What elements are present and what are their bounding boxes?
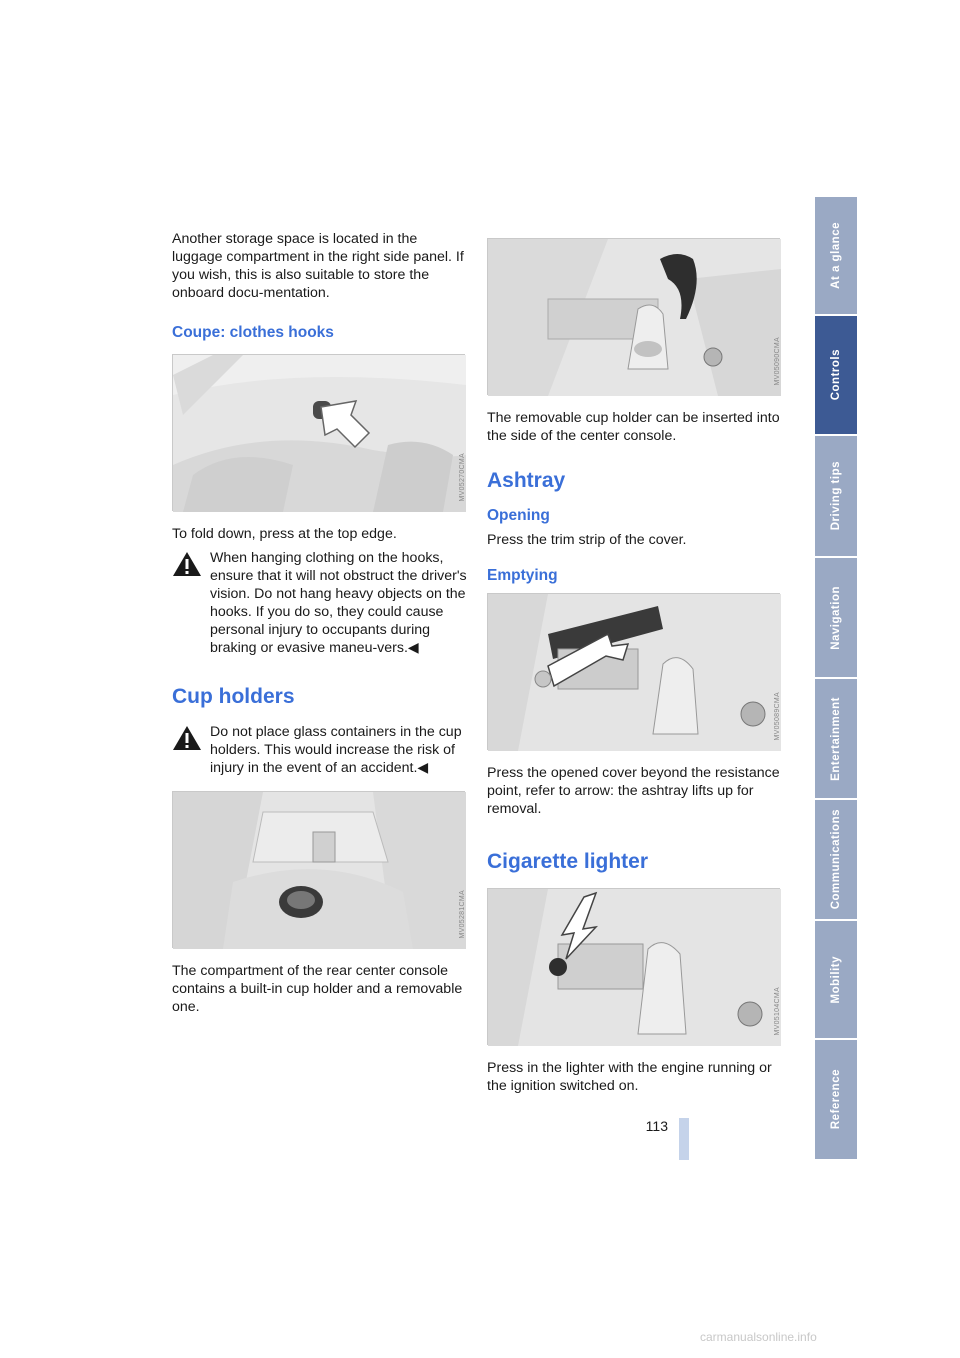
coupe-heading: Coupe: clothes hooks <box>172 324 334 341</box>
tab-label: Entertainment <box>830 696 842 781</box>
warning-cup-text: Do not place glass containers in the cup holders. This would increase the risk of injury in the event of an accident.◀ <box>210 724 462 776</box>
tab-mobility[interactable] <box>815 921 857 1040</box>
tab-label: Driving tips <box>830 461 842 531</box>
opening-paragraph: Press the trim strip of the cover. <box>487 532 687 548</box>
warning-triangle-icon <box>172 551 202 577</box>
page-marker-bar <box>679 1118 689 1160</box>
clothes-hook-figure <box>172 354 465 511</box>
warning-hooks <box>172 549 467 657</box>
clothes-hook-illustration <box>173 355 466 512</box>
opening-heading: Opening <box>487 507 550 524</box>
emptying-heading: Emptying <box>487 567 558 584</box>
chapter-tabs <box>815 197 857 1161</box>
removable-cup-holder-illustration <box>488 239 781 396</box>
warning-triangle-icon <box>172 725 202 751</box>
tab-label: Communications <box>830 809 842 910</box>
tab-label: Navigation <box>830 585 842 650</box>
cup-holders-heading: Cup holders <box>172 685 295 708</box>
tab-navigation[interactable] <box>815 558 857 679</box>
compartment-paragraph: The compartment of the rear center console contains a built-in cup holder and a removable one. <box>172 963 463 1015</box>
fold-instruction: To fold down, press at the top edge. <box>172 526 397 542</box>
tab-label: Reference <box>830 1069 842 1130</box>
tab-communications[interactable] <box>815 800 857 921</box>
tab-reference[interactable] <box>815 1040 857 1161</box>
tab-label: At a glance <box>830 222 842 289</box>
intro-paragraph: Another storage space is located in the luggage compartment in the right side panel. If you wish, this is also suitable to store the onboard docu-mentation. <box>172 231 464 301</box>
figure-code: MV05089CMA <box>774 692 781 741</box>
right-column <box>487 238 782 1095</box>
footer-watermark: carmanualsonline.info <box>700 1330 817 1344</box>
ashtray-heading: Ashtray <box>487 469 566 492</box>
warning-cup <box>172 723 467 777</box>
figure-code: MV05270CMA <box>459 453 466 502</box>
cigarette-lighter-figure <box>487 888 780 1045</box>
cigarette-lighter-illustration <box>488 889 781 1046</box>
emptying-paragraph: Press the opened cover beyond the resistance point, refer to arrow: the ashtray lifts up for removal. <box>487 765 780 817</box>
figure-code: MV05104CMA <box>774 987 781 1036</box>
ashtray-figure <box>487 593 780 750</box>
warning-hooks-text: When hanging clothing on the hooks, ensure that it will not obstruct the driver's vision. Do not hang heavy objects on the hooks. If you do so, they could cause personal injury to occupants during braking or evasive maneu-vers.◀ <box>210 550 467 656</box>
figure-code: MV05090CMA <box>774 337 781 386</box>
page-number: 113 <box>645 1118 668 1134</box>
cup-holder-figure <box>172 791 465 948</box>
tab-driving-tips[interactable] <box>815 436 857 558</box>
cigarette-lighter-heading: Cigarette lighter <box>487 850 649 873</box>
cup-holder-illustration <box>173 792 466 949</box>
tab-at-a-glance[interactable] <box>815 197 857 316</box>
ashtray-illustration <box>488 594 781 751</box>
tab-label: Controls <box>830 349 842 401</box>
tab-entertainment[interactable] <box>815 679 857 800</box>
left-column <box>172 230 467 1016</box>
lighter-paragraph: Press in the lighter with the engine running or the ignition switched on. <box>487 1060 772 1094</box>
removable-paragraph: The removable cup holder can be inserted into the side of the center console. <box>487 410 780 444</box>
figure-code: MV05281CMA <box>459 890 466 939</box>
tab-controls[interactable] <box>815 316 857 436</box>
tab-label: Mobility <box>830 955 842 1004</box>
removable-cup-holder-figure <box>487 238 780 395</box>
